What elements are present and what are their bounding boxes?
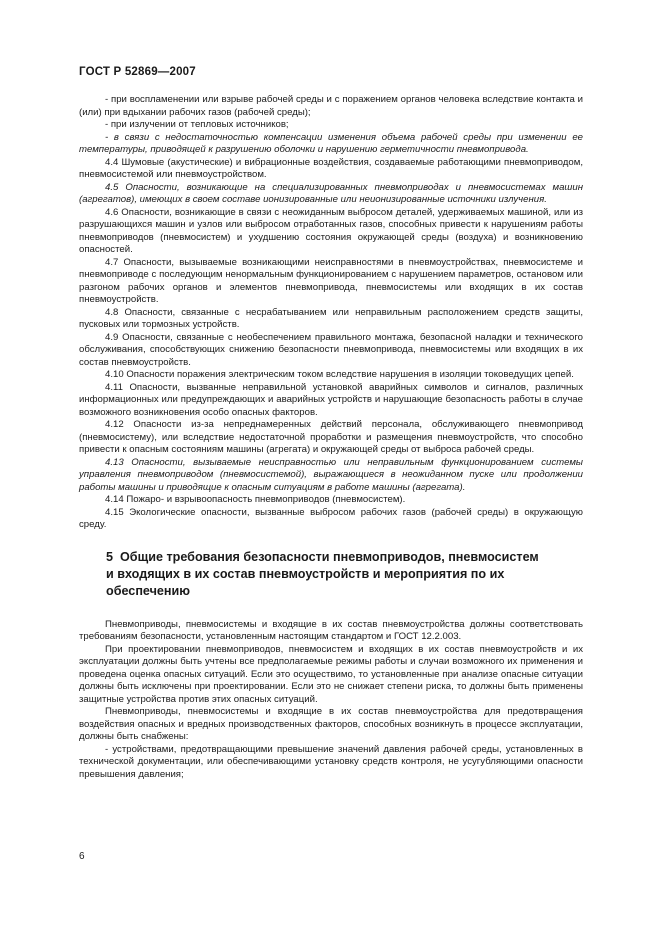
paragraph: 4.12 Опасности из-за непреднамеренных действий персонала, обслуживающего пневмопривод (пневмосистему), или вследствие недостаточной проработки и размещения пневмоустройств, что способно привести к опасным состояниям машины (агрегата) и окружающей среды от выброса рабочей среды. — [79, 419, 583, 455]
paragraph: 4.11 Опасности, вызванные неправильной установкой аварийных символов и сигналов, различных информационных или предупреждающих и аварийных устройств и нарушающие безопасность работы в случае возможного возникновения особо опасных факторов. — [79, 381, 583, 418]
section-title-line-1: Общие требования безопасности пневмоприводов, пневмосистем — [120, 549, 539, 564]
section-heading-line-2: и входящих в их состав пневмоустройств и мероприятия по их обеспечению — [106, 566, 505, 598]
paragraph: 4.15 Экологические опасности, вызванные выбросом рабочих газов (рабочей среды) в окружающую среду. — [79, 506, 583, 530]
hazard-list — [79, 94, 583, 532]
paragraph: 4.14 Пожаро- и взрывоопасность пневмоприводов (пневмосистем). — [105, 494, 406, 505]
paragraph: При проектировании пневмоприводов, пневмосистем и входящих в их состав пневмоустройств и их эксплуатации должны быть учтены все предполагаемые режимы работы и случаи возможного их применения и проведена оценка опасных ситуаций. Если это осуществимо, то установленные при анализе опасные ситуации должны быть исключены при проектировании. Если это не снижает степени риска, то должны быть применены защитные устройства против этих опасных ситуаций. — [79, 643, 583, 705]
page-number: 6 — [79, 851, 85, 862]
paragraph: 4.5 Опасности, возникающие на специализированных пневмоприводах и пневмосистемах машин (агрегатов), имеющих в своем составе ионизированные или неионизированные источники излучения. — [79, 181, 583, 205]
paragraph: 4.7 Опасности, вызываемые возникающими неисправностями в пневмоустройствах, пневмосистеме и пневмоприводе с последующим ненормальным функционированием с нарушением параметров, остановом или разгоном рабочих органов и элементов пневмопривода, пневмосистемы или входящих в их состав пневмоустройств. — [79, 256, 583, 305]
document-header: ГОСТ Р 52869—2007 — [79, 66, 196, 78]
paragraph: 4.6 Опасности, возникающие в связи с неожиданным выбросом деталей, удерживаемых машиной, или из разрушающихся машин и узлов или выбросом отработанных газов, способных привести к нарушениям работы пневмоприводов (пневмосистем) и ухудшению состояния окружающей среды (воздуха) и возникновению опасностей. — [79, 206, 583, 255]
section-heading — [79, 549, 583, 600]
paragraph: - при излучении от тепловых источников; — [105, 119, 289, 130]
document-body — [79, 94, 583, 781]
requirements-text — [79, 619, 583, 782]
paragraph: - устройствами, предотвращающими превышение значений давления рабочей среды, установленных в технической документации, или обеспечивающими установку средств контроля, не усугубляющими опасности превышения давления; — [79, 743, 583, 780]
section-heading-line-1 — [106, 549, 583, 566]
paragraph: 4.10 Опасности поражения электрическим током вследствие нарушения в изоляции токоведущих цепей. — [105, 369, 574, 380]
paragraph: Пневмоприводы, пневмосистемы и входящие в их состав пневмоустройства должны соответствовать требованиям безопасности, установленным настоящим стандартом и ГОСТ 12.2.003. — [79, 618, 583, 642]
paragraph: - в связи с недостаточностью компенсации изменения объема рабочей среды при изменении ее температуры, приводящей к разрушению оболочки и нарушению герметичности пневмопривода. — [79, 131, 583, 155]
paragraph: - при воспламенении или взрыве рабочей среды и с поражением органов человека вследствие контакта и (или) при вдыхании рабочих газов (рабочей среды); — [79, 94, 583, 118]
paragraph: Пневмоприводы, пневмосистемы и входящие в их состав пневмоустройства для предотвращения воздействия опасных и вредных производственных факторов, способных возникнуть в процессе эксплуатации, должны быть снабжены: — [79, 706, 583, 742]
paragraph: 4.8 Опасности, связанные с несрабатыванием или неправильным расположением средств защиты, пусковых или тормозных устройств. — [79, 306, 583, 330]
section-number: 5 — [106, 549, 114, 564]
paragraph: 4.13 Опасности, вызываемые неисправностью или неправильным функционированием системы управления пневмоприводом (пневмосистемой), выражающиеся в неожиданном пуске или продолжении работы машины и приводящие к опасным ситуациям в работе машины (агрегата). — [79, 456, 583, 493]
paragraph: 4.9 Опасности, связанные с необеспечением правильного монтажа, безопасной наладки и технического обслуживания, способствующих снижению безопасности пневмопривода, пневмосистемы или входящих в их состав пневмоустройств. — [79, 331, 583, 368]
paragraph: 4.4 Шумовые (акустические) и вибрационные воздействия, создаваемые работающими пневмоприводом, пневмосистемой или пневмоустройством. — [79, 156, 583, 180]
